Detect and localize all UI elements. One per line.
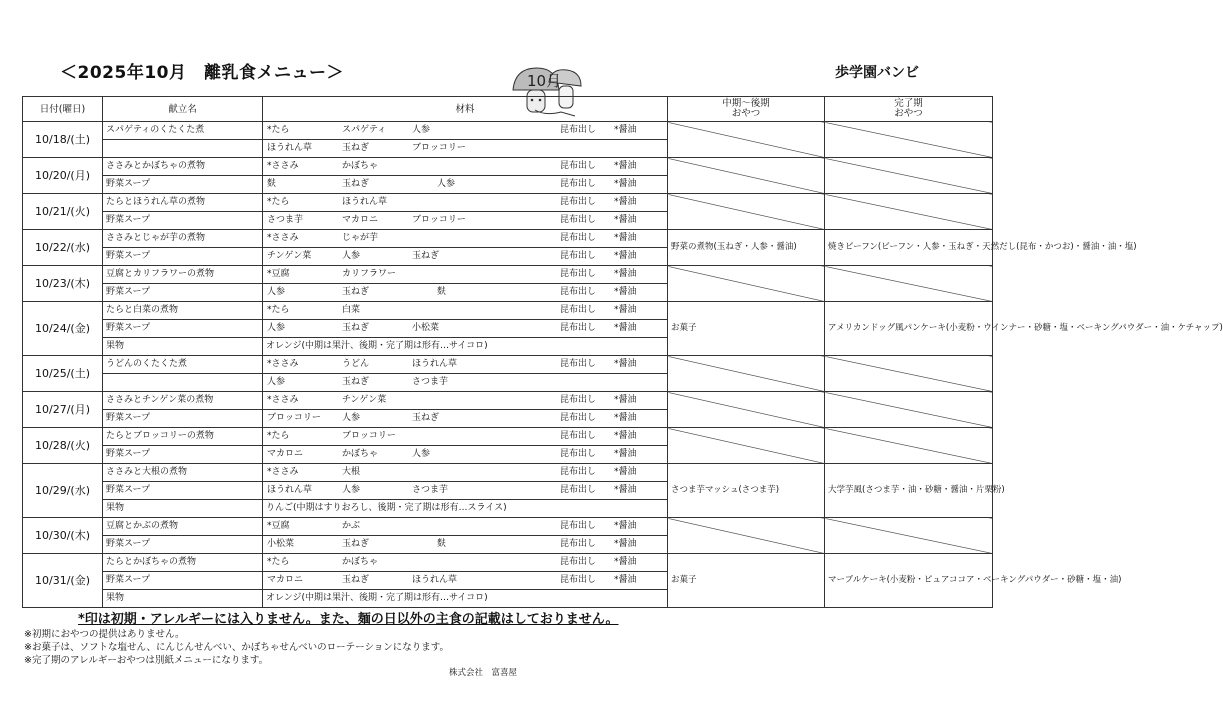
ingredient-item: *醤油 [614, 521, 637, 531]
table-row [23, 428, 993, 446]
dish-cell: 野菜スープ [103, 482, 263, 500]
ingredient-item: *醤油 [614, 557, 637, 567]
ingredient-item: かぼちゃ [342, 557, 379, 567]
ingredient-item: *たら [267, 125, 290, 135]
menu-table [22, 96, 1223, 608]
snack-final-cell [825, 356, 993, 392]
ingredient-item: 人参 [267, 377, 286, 387]
dish-cell: たらと白菜の煮物 [103, 302, 263, 320]
ingredient-item: *醤油 [614, 413, 637, 423]
ingredient-item: *醤油 [614, 269, 637, 279]
ingredient-item: 昆布出し [560, 449, 597, 459]
col-dish-header: 献立名 [103, 97, 263, 122]
ingredient-item: 昆布出し [560, 539, 597, 549]
ingredient-item: *醤油 [614, 251, 637, 261]
ingredient-item: ほうれん草 [412, 359, 458, 369]
ingredients-cell [263, 122, 668, 140]
ingredient-item: 昆布出し [560, 359, 597, 369]
dish-cell: たらとほうれん草の煮物 [103, 194, 263, 212]
ingredient-item: さつま芋 [412, 377, 449, 387]
dish-cell: 野菜スープ [103, 446, 263, 464]
ingredient-item: 昆布出し [560, 575, 597, 585]
ingredient-item: 昆布出し [560, 197, 597, 207]
ingredient-item: 玉ねぎ [412, 251, 440, 261]
ingredient-item: 昆布出し [560, 323, 597, 333]
ingredients-cell [263, 392, 668, 410]
ingredient-item: 昆布出し [560, 251, 597, 261]
ingredients-cell: オレンジ(中期は果汁、後期・完了期は形有…サイコロ) [263, 590, 668, 608]
ingredient-item: *ささみ [267, 467, 299, 477]
col-date-header: 日付(曜日) [23, 97, 103, 122]
dish-cell: 果物 [103, 590, 263, 608]
dish-cell: 野菜スープ [103, 248, 263, 266]
ingredient-item: *豆腐 [267, 521, 290, 531]
note-line: ※お菓子は、ソフトな塩せん、にんじんせんべい、かぼちゃせんべいのローテーションになります。 [24, 642, 450, 653]
dish-cell: うどんのくたくた煮 [103, 356, 263, 374]
ingredients-cell [263, 554, 668, 572]
ingredient-item: *ささみ [267, 233, 299, 243]
ingredient-item: 人参 [412, 449, 431, 459]
ingredient-item: 麩 [267, 179, 277, 189]
dish-cell: 野菜スープ [103, 212, 263, 230]
dish-cell [103, 374, 263, 392]
ingredient-item: *たら [267, 305, 290, 315]
ingredient-item: 昆布出し [560, 521, 597, 531]
ingredient-item: かぼちゃ [342, 161, 379, 171]
ingredient-item: 玉ねぎ [342, 377, 370, 387]
ingredients-cell [263, 176, 668, 194]
snack-mid-cell: お菓子 [668, 554, 825, 608]
date-cell: 10/20/(月) [23, 158, 103, 194]
ingredient-item: *醤油 [614, 161, 637, 171]
date-cell: 10/31/(金) [23, 554, 103, 608]
ingredient-item: 人参 [342, 251, 361, 261]
dish-cell: ささみと大根の煮物 [103, 464, 263, 482]
organization-name: 歩学園バンビ [835, 65, 919, 81]
dish-cell [103, 140, 263, 158]
ingredient-item: 昆布出し [560, 413, 597, 423]
ingredient-item: *醤油 [614, 233, 637, 243]
date-cell: 10/28/(火) [23, 428, 103, 464]
ingredients-cell [263, 518, 668, 536]
notes-list [24, 628, 449, 667]
ingredient-item: *醤油 [614, 323, 637, 333]
ingredients-cell [263, 140, 668, 158]
ingredient-item: スパゲティ [342, 125, 387, 135]
ingredient-item: 玉ねぎ [342, 143, 370, 153]
col-ingredients-header: 材料 [263, 97, 668, 122]
ingredient-item: *醤油 [614, 395, 637, 405]
ingredient-item: 昆布出し [560, 215, 597, 225]
ingredient-item: *醤油 [614, 179, 637, 189]
ingredients-cell [263, 428, 668, 446]
ingredients-cell [263, 572, 668, 590]
col-snack-final-header: 完了期 おやつ [825, 97, 993, 122]
ingredient-item: ほうれん草 [267, 485, 313, 495]
ingredient-item: マカロニ [342, 215, 379, 225]
ingredient-item: 大根 [342, 467, 361, 477]
ingredient-item: *ささみ [267, 359, 299, 369]
ingredients-cell [263, 212, 668, 230]
ingredient-item: ブロッコリー [342, 431, 396, 441]
ingredients-cell [263, 194, 668, 212]
ingredient-item: 昆布出し [560, 179, 597, 189]
date-cell: 10/29/(水) [23, 464, 103, 518]
ingredient-item: 昆布出し [560, 431, 597, 441]
ingredient-item: *醤油 [614, 539, 637, 549]
ingredient-item: 玉ねぎ [342, 287, 370, 297]
ingredient-item: 昆布出し [560, 485, 597, 495]
snack-final-cell: 焼きビーフン(ビーフン・人参・玉ねぎ・天然だし(昆布・かつお)・醤油・油・塩) [825, 230, 993, 266]
date-cell: 10/25/(土) [23, 356, 103, 392]
ingredient-item: 小松菜 [412, 323, 440, 333]
dish-cell: 野菜スープ [103, 536, 263, 554]
table-row [23, 122, 993, 140]
ingredient-item: 昆布出し [560, 269, 597, 279]
dish-cell: 豆腐とカリフラワーの煮物 [103, 266, 263, 284]
ingredient-item: さつま芋 [412, 485, 449, 495]
date-cell: 10/23/(木) [23, 266, 103, 302]
date-cell: 10/24/(金) [23, 302, 103, 356]
dish-cell: 野菜スープ [103, 320, 263, 338]
dish-cell: 果物 [103, 338, 263, 356]
ingredient-item: かぼちゃ [342, 449, 379, 459]
ingredient-item: *ささみ [267, 395, 299, 405]
ingredient-item: カリフラワー [342, 269, 397, 279]
ingredients-cell [263, 536, 668, 554]
table-row [23, 266, 993, 284]
ingredient-item: *たら [267, 431, 290, 441]
table-row [23, 230, 993, 248]
ingredients-cell [263, 230, 668, 248]
ingredient-item: 昆布出し [560, 305, 597, 315]
ingredient-item: マカロニ [267, 449, 304, 459]
table-row [23, 392, 993, 410]
ingredients-cell [263, 482, 668, 500]
ingredient-item: さつま芋 [267, 215, 304, 225]
table-header-row [23, 97, 993, 122]
ingredient-item: *たら [267, 557, 290, 567]
snack-final-cell [825, 266, 993, 302]
dish-cell: ささみとチンゲン菜の煮物 [103, 392, 263, 410]
ingredient-item: *たら [267, 197, 290, 207]
note-line: ※完了期のアレルギーおやつは別紙メニューになります。 [24, 655, 269, 666]
snack-mid-cell: さつま芋マッシュ(さつま芋) [668, 464, 825, 518]
ingredient-item: *醤油 [614, 197, 637, 207]
ingredient-item: *醤油 [614, 431, 637, 441]
ingredient-item: 玉ねぎ [342, 539, 370, 549]
snack-mid-cell [668, 428, 825, 464]
snack-mid-cell [668, 122, 825, 158]
ingredient-item: 白菜 [342, 305, 361, 315]
ingredients-cell [263, 302, 668, 320]
ingredient-item: 人参 [342, 485, 361, 495]
ingredient-item: 昆布出し [560, 233, 597, 243]
snack-final-cell [825, 392, 993, 428]
ingredient-item: *醤油 [614, 305, 637, 315]
ingredient-item: 人参 [267, 287, 286, 297]
snack-final-cell: マーブルケーキ(小麦粉・ピュアココア・ベーキングパウダー・砂糖・塩・油) [825, 554, 993, 608]
ingredient-item: *豆腐 [267, 269, 290, 279]
ingredients-cell [263, 374, 668, 392]
ingredient-item: *醤油 [614, 125, 637, 135]
ingredient-item: *醤油 [614, 467, 637, 477]
snack-mid-cell [668, 158, 825, 194]
snack-mid-cell [668, 194, 825, 230]
ingredient-item: ブロッコリー [267, 413, 321, 423]
page-title: ＜2025年10月 離乳食メニュー＞ [60, 63, 344, 83]
ingredient-item: 小松菜 [267, 539, 295, 549]
dish-cell: 野菜スープ [103, 410, 263, 428]
snack-final-cell: アメリカンドッグ風パンケーキ(小麦粉・ウインナー・砂糖・塩・ベーキングパウダー・油・ケチャップ) [825, 302, 993, 356]
ingredient-item: うどん [342, 359, 370, 369]
ingredient-item: 人参 [342, 413, 361, 423]
allergy-note: *印は初期・アレルギーには入りません。また、麺の日以外の主食の記載はしておりません。 [78, 612, 619, 627]
table-row [23, 356, 993, 374]
ingredient-item: じゃが芋 [342, 233, 379, 243]
company-name: 株式会社 富喜屋 [449, 668, 518, 678]
dish-cell: 野菜スープ [103, 176, 263, 194]
snack-final-cell [825, 194, 993, 230]
ingredient-item: 昆布出し [560, 467, 597, 477]
ingredient-item: 昆布出し [560, 287, 597, 297]
ingredient-item: ほうれん草 [342, 197, 388, 207]
ingredient-item: 人参 [412, 125, 431, 135]
ingredient-item: *醤油 [614, 287, 637, 297]
ingredients-cell: オレンジ(中期は果汁、後期・完了期は形有…サイコロ) [263, 338, 668, 356]
ingredient-item: チンゲン菜 [342, 395, 387, 405]
ingredient-item: 玉ねぎ [342, 323, 370, 333]
date-cell: 10/22/(水) [23, 230, 103, 266]
ingredient-item: *醤油 [614, 485, 637, 495]
ingredients-cell [263, 158, 668, 176]
ingredient-item: *ささみ [267, 161, 299, 171]
snack-final-cell [825, 122, 993, 158]
ingredient-item: マカロニ [267, 575, 304, 585]
table-row [23, 464, 993, 482]
ingredient-item: 玉ねぎ [342, 575, 370, 585]
snack-mid-cell [668, 356, 825, 392]
ingredient-item: ブロッコリー [412, 215, 466, 225]
ingredients-cell [263, 446, 668, 464]
ingredient-item: 玉ねぎ [342, 179, 370, 189]
dish-cell: 野菜スープ [103, 572, 263, 590]
snack-mid-cell: お菓子 [668, 302, 825, 356]
date-cell: 10/18/(土) [23, 122, 103, 158]
ingredient-item: *醤油 [614, 449, 637, 459]
date-cell: 10/27/(月) [23, 392, 103, 428]
ingredients-cell [263, 266, 668, 284]
dish-cell: ささみとじゃが芋の煮物 [103, 230, 263, 248]
dish-cell: 野菜スープ [103, 284, 263, 302]
ingredients-cell: りんご(中期はすりおろし、後期・完了期は形有…スライス) [263, 500, 668, 518]
ingredient-item: ほうれん草 [267, 143, 313, 153]
note-line: ※初期におやつの提供はありません。 [24, 629, 185, 640]
ingredient-item: チンゲン菜 [267, 251, 312, 261]
dish-cell: ささみとかぼちゃの煮物 [103, 158, 263, 176]
snack-mid-cell: 野菜の煮物(玉ねぎ・人参・醤油) [668, 230, 825, 266]
ingredients-cell [263, 320, 668, 338]
dish-cell: たらとかぼちゃの煮物 [103, 554, 263, 572]
ingredients-cell [263, 284, 668, 302]
ingredient-item: かぶ [342, 521, 361, 531]
logo-text: 10月 [527, 72, 562, 90]
ingredient-item: 人参 [437, 179, 456, 189]
ingredient-item: 麩 [437, 287, 447, 297]
ingredients-cell [263, 410, 668, 428]
ingredient-item: *醤油 [614, 359, 637, 369]
ingredient-item: 昆布出し [560, 125, 597, 135]
dish-cell: 豆腐とかぶの煮物 [103, 518, 263, 536]
ingredient-item: 昆布出し [560, 161, 597, 171]
table-row [23, 194, 993, 212]
ingredients-cell [263, 356, 668, 374]
ingredient-item: 昆布出し [560, 395, 597, 405]
dish-cell: 果物 [103, 500, 263, 518]
ingredient-item: *醤油 [614, 215, 637, 225]
ingredient-item: 玉ねぎ [412, 413, 440, 423]
ingredients-cell [263, 248, 668, 266]
snack-final-cell [825, 158, 993, 194]
table-row [23, 554, 993, 572]
snack-mid-cell [668, 266, 825, 302]
ingredient-item: *醤油 [614, 575, 637, 585]
ingredient-item: ほうれん草 [412, 575, 458, 585]
col-snack-mid-header: 中期～後期 おやつ [668, 97, 825, 122]
snack-final-cell [825, 428, 993, 464]
table-row [23, 158, 993, 176]
dish-cell: スパゲティのくたくた煮 [103, 122, 263, 140]
ingredients-cell [263, 464, 668, 482]
ingredient-item: 麩 [437, 539, 447, 549]
snack-mid-cell [668, 392, 825, 428]
table-row [23, 518, 993, 536]
snack-final-cell: 大学芋風(さつま芋・油・砂糖・醤油・片栗粉) [825, 464, 993, 518]
date-cell: 10/21/(火) [23, 194, 103, 230]
date-cell: 10/30/(木) [23, 518, 103, 554]
table-row [23, 302, 993, 320]
dish-cell: たらとブロッコリーの煮物 [103, 428, 263, 446]
ingredient-item: ブロッコリー [412, 143, 466, 153]
snack-mid-cell [668, 518, 825, 554]
snack-final-cell [825, 518, 993, 554]
ingredient-item: 人参 [267, 323, 286, 333]
ingredient-item: 昆布出し [560, 557, 597, 567]
